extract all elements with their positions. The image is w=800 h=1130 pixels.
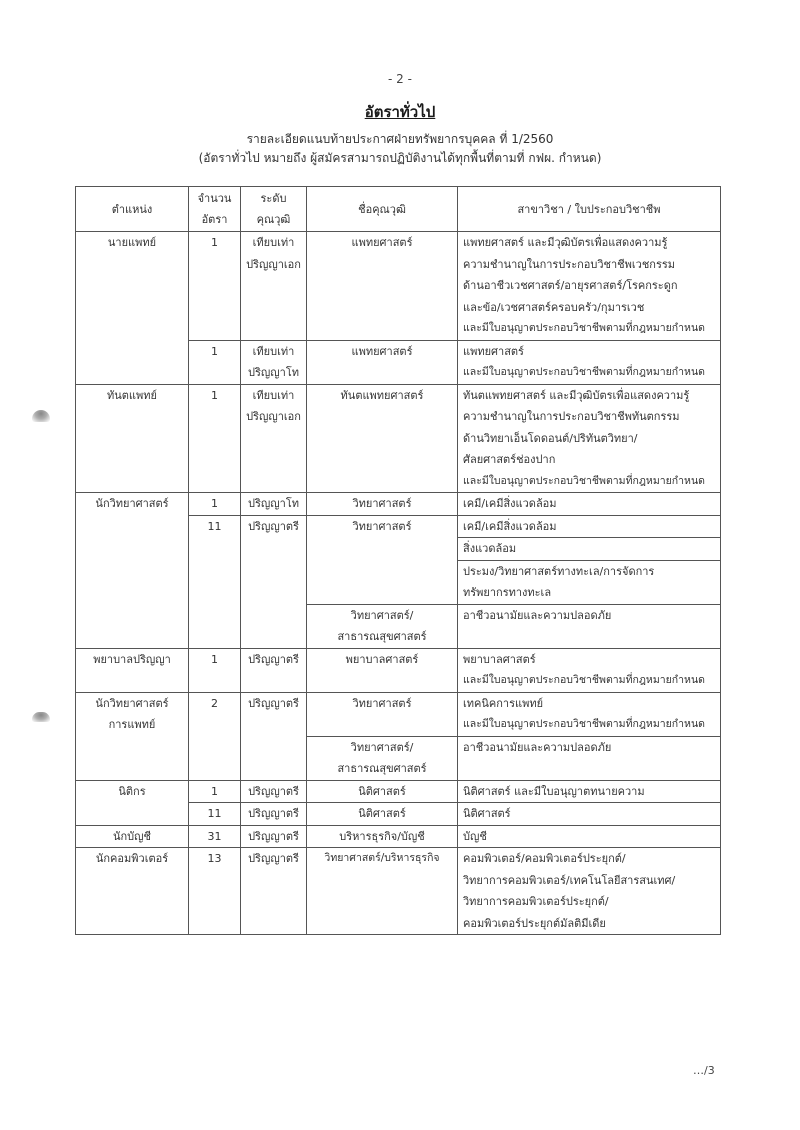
position-line: นักวิทยาศาสตร์ bbox=[95, 696, 169, 710]
major-line: และมีใบอนุญาตประกอบวิชาชีพตามที่กฎหมายกำหนด bbox=[463, 674, 705, 686]
degree-cell: วิทยาศาสตร์ bbox=[307, 493, 458, 516]
degree-cell: แพทยศาสตร์ bbox=[307, 340, 458, 384]
punch-hole-mark bbox=[32, 712, 50, 722]
degree-cell: วิทยาศาสตร์ bbox=[307, 692, 458, 736]
count-cell: 1 bbox=[189, 648, 241, 692]
major-line: และข้อ/เวชศาสตร์ครอบครัว/กุมารเวช bbox=[463, 300, 645, 314]
major-cell: เคมี/เคมีสิ่งแวดล้อม bbox=[458, 515, 721, 538]
major-line: ความชำนาญในการประกอบวิชาชีพทันตกรรม bbox=[463, 410, 680, 423]
level-cell: ปริญญาตรี bbox=[241, 648, 307, 692]
major-line: แพทยศาสตร์ bbox=[463, 344, 524, 358]
level-line: เทียบเท่า bbox=[252, 344, 295, 358]
major-cell bbox=[458, 648, 721, 692]
header-level-line1: ระดับ bbox=[260, 192, 287, 205]
degree-line: สาธารณสุขศาสตร์ bbox=[337, 762, 427, 775]
level-cell bbox=[241, 232, 307, 341]
major-line: ด้านอาชีวเวชศาสตร์/อายุรศาสตร์/โรคกระดูก bbox=[463, 279, 678, 292]
count-cell: 11 bbox=[189, 803, 241, 826]
count-cell: 31 bbox=[189, 825, 241, 848]
position-cell: นักวิทยาศาสตร์ bbox=[76, 493, 189, 649]
level-line: ปริญญาเอก bbox=[246, 410, 301, 423]
position-line: การแพทย์ bbox=[108, 718, 156, 731]
position-cell: ทันตแพทย์ bbox=[76, 384, 189, 493]
major-line: ทรัพยากรทางทะเล bbox=[463, 586, 552, 599]
subtitle-definition: (อัตราทั่วไป หมายถึง ผู้สมัครสามารถปฏิบัติงานได้ทุกพื้นที่ตามที่ กฟผ. กำหนด) bbox=[198, 151, 602, 165]
position-cell: นักคอมพิวเตอร์ bbox=[76, 848, 189, 935]
degree-line: วิทยาศาสตร์/ bbox=[350, 740, 414, 754]
major-line: ศัลยศาสตร์ช่องปาก bbox=[463, 453, 556, 466]
major-cell bbox=[458, 340, 721, 384]
major-cell bbox=[458, 560, 721, 604]
position-cell: นายแพทย์ bbox=[76, 232, 189, 385]
degree-cell: บริหารธุรกิจ/บัญชี bbox=[307, 825, 458, 848]
table-row bbox=[76, 692, 721, 736]
level-cell: ปริญญาตรี bbox=[241, 692, 307, 780]
degree-cell bbox=[307, 736, 458, 780]
level-line: เทียบเท่า bbox=[252, 388, 295, 402]
major-line: ประมง/วิทยาศาสตร์ทางทะเล/การจัดการ bbox=[463, 564, 655, 578]
table-row bbox=[76, 825, 721, 848]
major-cell: บัญชี bbox=[458, 825, 721, 848]
header-position: ตำแหน่ง bbox=[76, 187, 189, 232]
major-line: คอมพิวเตอร์ประยุกต์มัลติมีเดีย bbox=[463, 916, 606, 930]
count-cell: 2 bbox=[189, 692, 241, 780]
level-line: ปริญญาโท bbox=[248, 366, 299, 379]
positions-table bbox=[75, 186, 721, 935]
header-major: สาขาวิชา / ใบประกอบวิชาชีพ bbox=[458, 187, 721, 232]
level-cell: ปริญญาตรี bbox=[241, 780, 307, 803]
level-cell bbox=[241, 384, 307, 493]
major-line: คอมพิวเตอร์/คอมพิวเตอร์ประยุกต์/ bbox=[463, 852, 626, 865]
degree-cell: ทันตแพทยศาสตร์ bbox=[307, 384, 458, 493]
major-line: เทคนิคการแพทย์ bbox=[463, 696, 544, 710]
major-cell: เคมี/เคมีสิ่งแวดล้อม bbox=[458, 493, 721, 516]
count-cell: 11 bbox=[189, 515, 241, 648]
major-line: และมีใบอนุญาตประกอบวิชาชีพตามที่กฎหมายกำหนด bbox=[463, 718, 705, 730]
page-number: - 2 - bbox=[388, 72, 412, 86]
level-cell: ปริญญาตรี bbox=[241, 848, 307, 935]
major-cell bbox=[458, 848, 721, 935]
table-row bbox=[76, 780, 721, 803]
degree-cell: วิทยาศาสตร์ bbox=[307, 515, 458, 604]
count-cell: 1 bbox=[189, 780, 241, 803]
major-line: แพทยศาสตร์ และมีวุฒิบัตรเพื่อแสดงความรู้ bbox=[463, 236, 668, 249]
major-cell bbox=[458, 232, 721, 341]
degree-cell: พยาบาลศาสตร์ bbox=[307, 648, 458, 692]
position-cell: นักบัญชี bbox=[76, 825, 189, 848]
count-cell: 1 bbox=[189, 384, 241, 493]
degree-line: สาธารณสุขศาสตร์ bbox=[337, 630, 427, 643]
level-line: ปริญญาเอก bbox=[246, 257, 301, 271]
level-cell: ปริญญาตรี bbox=[241, 825, 307, 848]
major-line: วิทยาการคอมพิวเตอร์/เทคโนโลยีสารสนเทศ/ bbox=[463, 873, 676, 887]
major-cell: นิติศาสตร์ และมีใบอนุญาตทนายความ bbox=[458, 780, 721, 803]
major-line: ความชำนาญในการประกอบวิชาชีพเวชกรรม bbox=[463, 257, 676, 271]
major-cell: สิ่งแวดล้อม bbox=[458, 538, 721, 561]
count-cell: 1 bbox=[189, 493, 241, 516]
subtitle-reference: รายละเอียดแนบท้ายประกาศฝ่ายทรัพยากรบุคคล ที่ 1/2560 bbox=[246, 132, 554, 146]
major-line: ด้านวิทยาเอ็นโดดอนต์/ปริทันตวิทยา/ bbox=[463, 431, 638, 445]
header-level-line2: คุณวุฒิ bbox=[256, 213, 291, 226]
count-cell: 13 bbox=[189, 848, 241, 935]
major-cell: อาชีวอนามัยและความปลอดภัย bbox=[458, 604, 721, 648]
major-line: พยาบาลศาสตร์ bbox=[463, 652, 536, 666]
level-cell: ปริญญาโท bbox=[241, 493, 307, 516]
document-title: อัตราทั่วไป bbox=[364, 103, 436, 121]
level-line: เทียบเท่า bbox=[252, 236, 295, 249]
table-row bbox=[76, 384, 721, 493]
count-cell: 1 bbox=[189, 232, 241, 341]
major-cell bbox=[458, 692, 721, 736]
table-row bbox=[76, 232, 721, 341]
level-cell: ปริญญาตรี bbox=[241, 515, 307, 648]
header-degree: ชื่อคุณวุฒิ bbox=[307, 187, 458, 232]
header-count-line1: จำนวน bbox=[197, 192, 232, 205]
degree-line: วิทยาศาสตร์/ bbox=[350, 608, 414, 622]
position-cell: พยาบาลปริญญา bbox=[76, 648, 189, 692]
degree-cell: แพทยศาสตร์ bbox=[307, 232, 458, 341]
degree-cell: นิติศาสตร์ bbox=[307, 803, 458, 826]
header-count-line2: อัตรา bbox=[201, 213, 228, 226]
level-cell: ปริญญาตรี bbox=[241, 803, 307, 826]
position-cell bbox=[76, 692, 189, 780]
next-page-indicator: …/3 bbox=[693, 1064, 715, 1077]
position-cell: นิติกร bbox=[76, 780, 189, 825]
punch-hole-mark bbox=[32, 410, 50, 422]
major-cell: นิติศาสตร์ bbox=[458, 803, 721, 826]
major-line: ทันตแพทยศาสตร์ และมีวุฒิบัตรเพื่อแสดงความรู้ bbox=[463, 388, 690, 402]
major-line: วิทยาการคอมพิวเตอร์ประยุกต์/ bbox=[463, 895, 609, 908]
table-row bbox=[76, 493, 721, 516]
major-line: และมีใบอนุญาตประกอบวิชาชีพตามที่กฎหมายกำหนด bbox=[463, 474, 705, 487]
major-cell: อาชีวอนามัยและความปลอดภัย bbox=[458, 736, 721, 780]
degree-cell bbox=[307, 604, 458, 648]
level-cell bbox=[241, 340, 307, 384]
major-line: และมีใบอนุญาตประกอบวิชาชีพตามที่กฎหมายกำหนด bbox=[463, 322, 705, 334]
table-header-row bbox=[76, 187, 721, 232]
count-cell: 1 bbox=[189, 340, 241, 384]
degree-cell: นิติศาสตร์ bbox=[307, 780, 458, 803]
degree-cell: วิทยาศาสตร์/บริหารธุรกิจ bbox=[307, 848, 458, 935]
table-row bbox=[76, 848, 721, 935]
header-count bbox=[189, 187, 241, 232]
header-level bbox=[241, 187, 307, 232]
major-line: และมีใบอนุญาตประกอบวิชาชีพตามที่กฎหมายกำหนด bbox=[463, 366, 705, 378]
major-cell bbox=[458, 384, 721, 493]
table-row bbox=[76, 648, 721, 692]
